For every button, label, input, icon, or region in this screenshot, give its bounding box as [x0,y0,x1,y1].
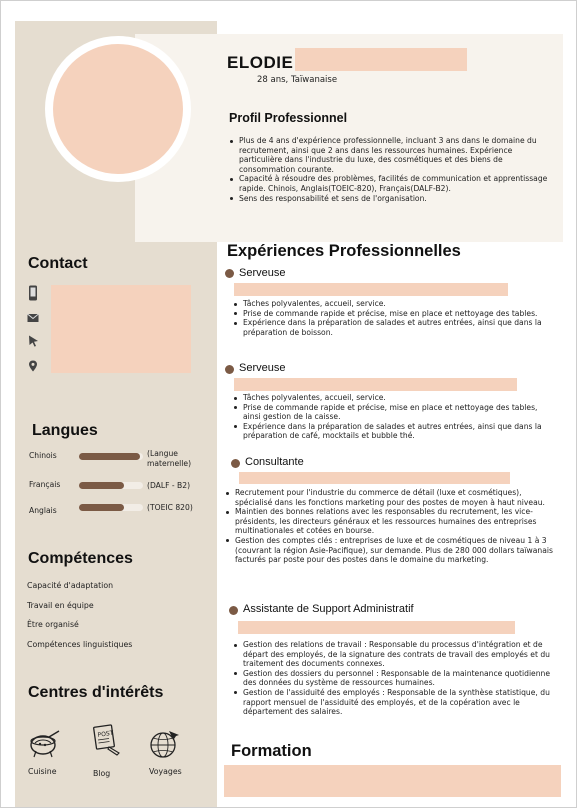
job-task: Tâches polyvalentes, accueil, service. [233,393,551,403]
blog-post-icon [89,723,123,757]
hobby-label: Cuisine [28,767,57,776]
age-nationality: 28 ans, Taïwanaise [257,75,338,85]
job-task: Gestion de l'assiduité des employés : Responsable de la synthèse statistique, du rapport mensuel de l'assiduité des employés, et de la copération avec le département des salaires. [233,688,557,717]
job-title: Serveuse [239,267,286,279]
job-title: Assistante de Support Administratif [243,603,414,615]
job-task: Gestion des dossiers du personnel : Responsable de la maintenance quotidienne des données du système de ressources humaines. [233,669,557,688]
language-name: Français [29,480,61,489]
job-task: Tâches polyvalentes, accueil, service. [233,299,551,309]
profil-title: Profil Professionnel [229,111,348,125]
skill-item: Capacité d'adaptation [27,581,114,590]
last-name-redacted [295,48,467,71]
hobby-label: Voyages [149,767,182,776]
cursor-icon [28,335,40,347]
formation-title: Formation [231,742,312,760]
interets-title: Centres d'intérêts [28,684,164,701]
contact-details-redacted [51,285,191,373]
competences-title: Compétences [28,550,133,567]
job-details-redacted [239,472,510,484]
job-details-redacted [234,283,508,296]
job-tasks [225,488,557,565]
phone-icon [27,285,39,301]
language-level-bar [79,453,143,460]
profil-item: Plus de 4 ans d'expérience professionnelle, incluant 3 ans dans le domaine du recrutement, ainsi que 2 ans dans les ressources humaines. Expérience particulière dans l'industrie du luxe, des cosmétiques et des biens de consommation courante. [229,136,554,174]
job-tasks [233,393,551,441]
job-details-redacted [238,621,515,634]
location-pin-icon [27,360,39,372]
job-details-redacted [234,378,517,391]
experiences-title: Expériences Professionnelles [227,242,461,260]
contact-title: Contact [28,255,88,272]
language-level: (TOEIC 820) [147,503,193,512]
job-bullet-dot [231,459,240,468]
job-task: Gestion des relations de travail : Responsable du processus d'intégration et de départ des employés, de la signature des contrats de travail des employés et du traitement des documents connexes. [233,640,557,669]
svg-text:POST: POST [97,729,114,739]
language-level-fill [79,504,124,511]
skill-item: Travail en équipe [27,601,94,610]
profil-item: Sens des responsabilité et sens de l'organisation. [229,194,554,204]
job-task: Recrutement pour l'industrie du commerce de détail (luxe et cosmétiques), spécialisé dans les fonctions marketing pour des postes de moyen à haut niveau. [225,488,557,507]
profil-item: Capacité à résoudre des problèmes, facilités de communication et apprentissage rapide. Chinois, Anglais(TOEIC-820), Français(DALF-B2). [229,174,554,193]
skill-item: Être organisé [27,620,79,629]
job-task: Gestion des comptes clés : entreprises de luxe et de cosmétiques de niveau 1 à 3 (couvrant la région Asie-Pacifique), sur demande. Plus de 280 000 dollars taïwanais facturés par poste pour des postes dans le domaine du marketing. [225,536,557,565]
job-bullet-dot [229,606,238,615]
job-tasks [233,640,557,717]
job-task: Maintien des bonnes relations avec les responsables du recrutement, les vice-présidents, les directeurs généraux et les ressources humaines des entreprises multinationales et cotées en bourse. [225,507,557,536]
hobby-label: Blog [93,769,111,778]
language-level-fill [79,482,124,489]
globe-plane-icon [147,727,181,761]
job-bullet-dot [225,365,234,374]
job-bullet-dot [225,269,234,278]
job-task: Expérience dans la préparation de salades et autres entrées, ainsi que dans la préparation de café, mocktails et bubble thé. [233,422,551,441]
job-task: Prise de commande rapide et précise, mise en place et nettoyage des tables. [233,309,551,319]
formation-details-redacted [224,765,561,797]
job-title: Serveuse [239,362,286,374]
first-name: ELODIE [227,53,294,72]
language-level: (DALF - B2) [147,481,191,490]
language-level-fill [79,453,140,460]
cooking-pot-icon [27,727,61,761]
language-level: (Langue maternelle) [147,449,192,468]
skill-item: Compétences linguistiques [27,640,133,649]
profil-list [229,136,554,203]
job-task: Prise de commande rapide et précise, mise en place et nettoyage des tables, ainsi gestion de la caisse. [233,403,551,422]
job-task: Expérience dans la préparation de salades et autres entrées, ainsi que dans la préparation de boisson. [233,318,551,337]
language-name: Chinois [29,451,57,460]
langues-title: Langues [32,422,98,439]
profile-photo-redacted [53,44,183,174]
language-level-bar [79,504,143,511]
mail-icon [27,312,39,324]
language-name: Anglais [29,506,57,515]
job-title: Consultante [245,456,304,468]
job-tasks [233,299,551,337]
language-level-bar [79,482,143,489]
